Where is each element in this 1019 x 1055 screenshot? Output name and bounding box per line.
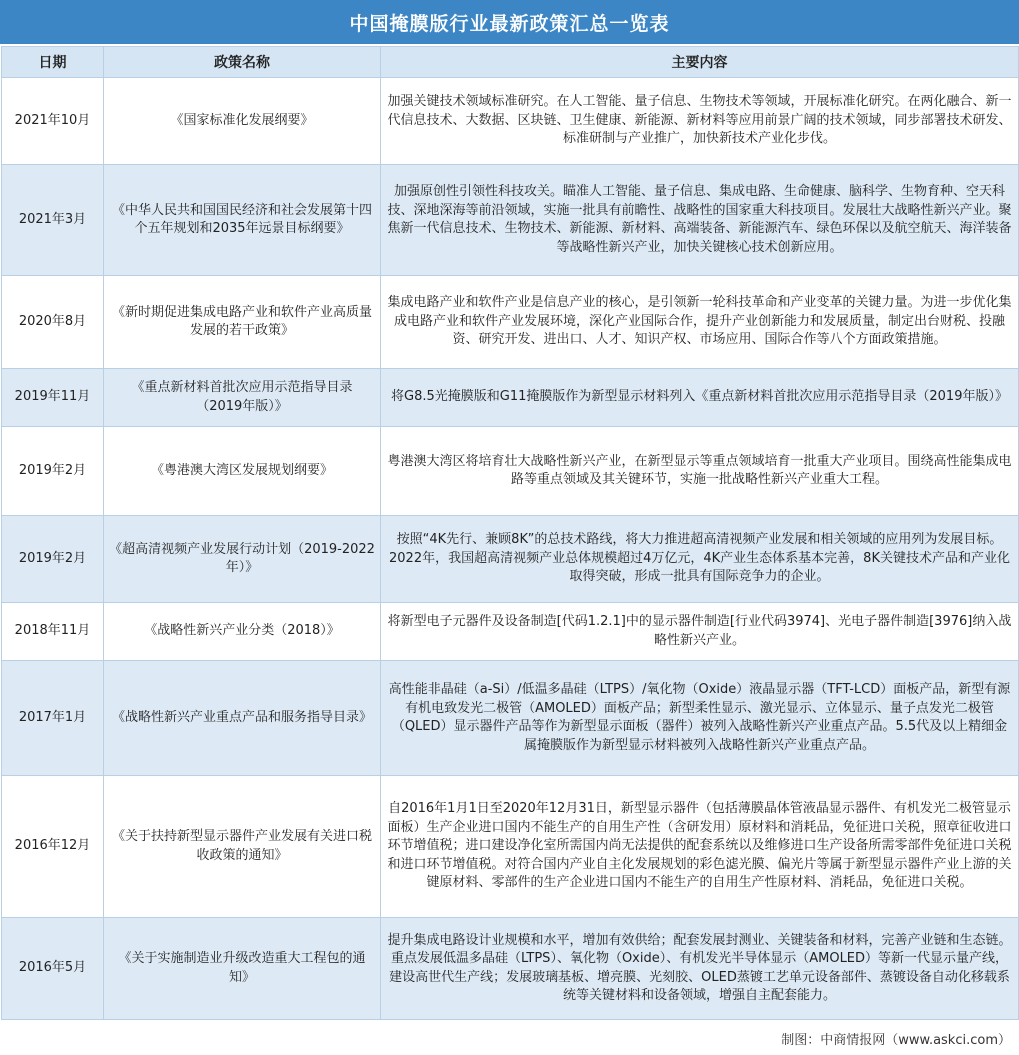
- row-policy-name: 《超高清视频产业发展行动计划（2019-2022年）》: [104, 516, 381, 603]
- row-content: 自2016年1月1日至2020年12月31日，新型显示器件（包括薄膜晶体管液晶显示器件、有机发光二极管显示面板）生产企业进口国内不能生产的自用生产性（含研发用）原材料和消耗品，免征进口关税，照章征收进口环节增值税；进口建设净化室所需国内尚无法提供的配套系统以及维修进口生产设备所需零部件免征进口关税和进口环节增值税。对符合国内产业自主化发展规划的彩色滤光膜、偏光片等属于新型显示器件产业上游的关键原材料、零部件的生产企业进口国内不能生产的自用生产性原材料、消耗品，免征进口关税。: [381, 776, 1019, 918]
- table-header-row: [2, 47, 1019, 78]
- row-date: 2018年11月: [2, 603, 104, 661]
- row-policy-name: 《中华人民共和国国民经济和社会发展第十四个五年规划和2035年远景目标纲要》: [104, 165, 381, 276]
- row-date: 2020年8月: [2, 276, 104, 369]
- row-policy-name: 《关于扶持新型显示器件产业发展有关进口税收政策的通知》: [104, 776, 381, 918]
- row-content: 按照“4K先行、兼顾8K”的总技术路线，将大力推进超高清视频产业发展和相关领域的应用列为发展目标。2022年，我国超高清视频产业总体规模超过4万亿元，4K产业生态体系基本完善，8K关键技术产品和产业化取得突破，形成一批具有国际竞争力的企业。: [381, 516, 1019, 603]
- table-row: [2, 661, 1019, 776]
- table-row: [2, 603, 1019, 661]
- page-title: 中国掩膜版行业最新政策汇总一览表: [0, 0, 1019, 44]
- row-date: 2016年5月: [2, 918, 104, 1020]
- row-policy-name: 《新时期促进集成电路产业和软件产业高质量发展的若干政策》: [104, 276, 381, 369]
- table-row: [2, 369, 1019, 427]
- row-policy-name: 《重点新材料首批次应用示范指导目录（2019年版）》: [104, 369, 381, 427]
- row-policy-name: 《关于实施制造业升级改造重大工程包的通知》: [104, 918, 381, 1020]
- row-content: 集成电路产业和软件产业是信息产业的核心，是引领新一轮科技革命和产业变革的关键力量。为进一步优化集成电路产业和软件产业发展环境，深化产业国际合作，提升产业创新能力和发展质量，制定出台财税、投融资、研究开发、进出口、人才、知识产权、市场应用、国际合作等八个方面政策措施。: [381, 276, 1019, 369]
- row-content: 将新型电子元器件及设备制造[代码1.2.1]中的显示器件制造[行业代码3974]、光电子器件制造[3976]纳入战略性新兴产业。: [381, 603, 1019, 661]
- row-content: 将G8.5光掩膜版和G11掩膜版作为新型显示材料列入《重点新材料首批次应用示范指导目录（2019年版）》: [381, 369, 1019, 427]
- row-policy-name: 《战略性新兴产业分类（2018）》: [104, 603, 381, 661]
- row-content: 加强关键技术领域标准研究。在人工智能、量子信息、生物技术等领域，开展标准化研究。在两化融合、新一代信息技术、大数据、区块链、卫生健康、新能源、新材料等应用前景广阔的技术领域，同步部署技术研发、标准研制与产业推广，加快新技术产业化步伐。: [381, 78, 1019, 165]
- row-date: 2017年1月: [2, 661, 104, 776]
- row-content: 提升集成电路设计业规模和水平，增加有效供给；配套发展封测业、关键装备和材料，完善产业链和生态链。重点发展低温多晶硅（LTPS）、氧化物（Oxide）、有机发光半导体显示（AMOLED）等新一代显示量产线，建设高世代生产线；发展玻璃基板、增亮膜、光刻胶、OLED蒸镀工艺单元设备部件、蒸镀设备自动化移载系统等关键材料和设备领域，增强自主配套能力。: [381, 918, 1019, 1020]
- row-content: 加强原创性引领性科技攻关。瞄准人工智能、量子信息、集成电路、生命健康、脑科学、生物育种、空天科技、深地深海等前沿领域，实施一批具有前瞻性、战略性的国家重大科技项目。发展壮大战略性新兴产业。聚焦新一代信息技术、生物技术、新能源、新材料、高端装备、新能源汽车、绿色环保以及航空航天、海洋装备等战略性新兴产业，加快关键核心技术创新应用。: [381, 165, 1019, 276]
- header-policy-name: 政策名称: [104, 47, 381, 78]
- table-row: [2, 427, 1019, 516]
- row-content: 高性能非晶硅（a-Si）/低温多晶硅（LTPS）/氧化物（Oxide）液晶显示器（TFT-LCD）面板产品，新型有源有机电致发光二极管（AMOLED）面板产品；新型柔性显示、激光显示、立体显示、量子点发光二极管（QLED）显示器件产品等作为新型显示面板（器件）被列入战略性新兴产业重点产品。5.5代及以上精细金属掩膜版作为新型显示材料被列入战略性新兴产业重点产品。: [381, 661, 1019, 776]
- source-credit: 制图：中商情报网（www.askci.com）: [781, 1033, 1011, 1048]
- row-date: 2019年2月: [2, 516, 104, 603]
- row-date: 2021年3月: [2, 165, 104, 276]
- header-main-content: 主要内容: [381, 47, 1019, 78]
- row-policy-name: 《战略性新兴产业重点产品和服务指导目录》: [104, 661, 381, 776]
- row-date: 2021年10月: [2, 78, 104, 165]
- table-row: [2, 918, 1019, 1020]
- row-content: 粤港澳大湾区将培育壮大战略性新兴产业，在新型显示等重点领域培育一批重大产业项目。围绕高性能集成电路等重点领域及其关键环节，实施一批战略性新兴产业重大工程。: [381, 427, 1019, 516]
- row-date: 2016年12月: [2, 776, 104, 918]
- row-date: 2019年2月: [2, 427, 104, 516]
- table-row: [2, 276, 1019, 369]
- table-row: [2, 776, 1019, 918]
- header-date: 日期: [2, 47, 104, 78]
- policy-table: [1, 46, 1019, 1020]
- table-row: [2, 78, 1019, 165]
- table-row: [2, 516, 1019, 603]
- row-date: 2019年11月: [2, 369, 104, 427]
- row-policy-name: 《国家标准化发展纲要》: [104, 78, 381, 165]
- table-row: [2, 165, 1019, 276]
- row-policy-name: 《粤港澳大湾区发展规划纲要》: [104, 427, 381, 516]
